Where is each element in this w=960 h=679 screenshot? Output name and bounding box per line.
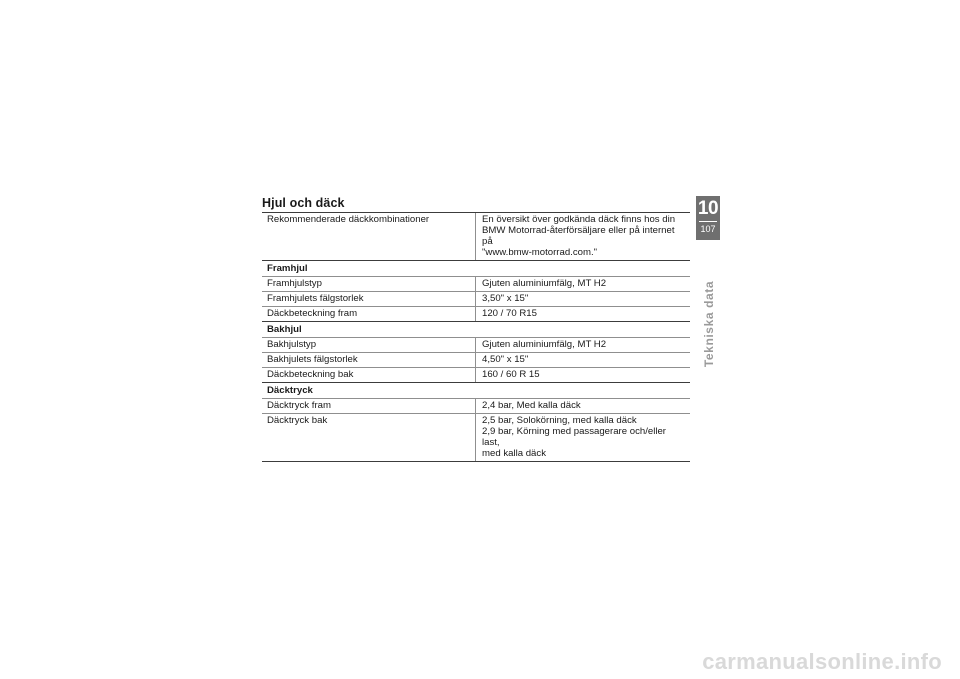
- row-value: 4,50" x 15": [482, 354, 529, 365]
- chapter-number: 10: [697, 198, 719, 219]
- spec-table: [262, 212, 690, 462]
- table-row: [262, 367, 690, 382]
- table-row: [262, 337, 690, 352]
- row-label: Däcktryck fram: [262, 399, 476, 413]
- row-value: [476, 414, 690, 461]
- row-label: Däckbeteckning bak: [262, 368, 476, 382]
- group-heading: Bakhjul: [267, 324, 302, 335]
- row-value: [476, 213, 690, 260]
- group-heading-tyre-pressure: [262, 382, 690, 398]
- value-line: 2,9 bar, Körning med passagerare och/eller last,: [482, 426, 666, 448]
- value-line: 2,5 bar, Solokörning, med kalla däck: [482, 415, 637, 426]
- group-heading: Framhjul: [267, 263, 308, 274]
- row-value: 120 / 70 R15: [482, 308, 537, 319]
- value-line: En översikt över godkända däck finns hos din: [482, 214, 676, 225]
- table-row: [262, 398, 690, 413]
- group-heading-rear-wheel: [262, 321, 690, 337]
- row-label: Bakhjulets fälgstorlek: [262, 353, 476, 367]
- table-row: [262, 413, 690, 461]
- row-value: Gjuten aluminiumfälg, MT H2: [482, 278, 607, 289]
- row-label: Däcktryck bak: [262, 414, 476, 461]
- table-row: [262, 291, 690, 306]
- row-label: Framhjulstyp: [262, 277, 476, 291]
- table-row-recommended-tyres: [262, 212, 690, 260]
- row-label: Bakhjulstyp: [262, 338, 476, 352]
- group-heading-front-wheel: [262, 260, 690, 276]
- value-line: med kalla däck: [482, 448, 546, 459]
- group-heading: Däcktryck: [267, 385, 313, 396]
- row-value: 2,4 bar, Med kalla däck: [482, 400, 581, 411]
- row-value: Gjuten aluminiumfälg, MT H2: [482, 339, 607, 350]
- table-row: [262, 306, 690, 321]
- section-title: Hjul och däck: [262, 196, 345, 210]
- chapter-name: Tekniska data: [702, 280, 716, 368]
- row-label: Rekommenderade däckkombinationer: [262, 213, 476, 260]
- row-label: Framhjulets fälgstorlek: [262, 292, 476, 306]
- row-value: 3,50" x 15": [482, 293, 529, 304]
- watermark: carmanualsonline.info: [702, 649, 942, 674]
- table-row: [262, 352, 690, 367]
- page-number: 107: [700, 224, 716, 234]
- table-row: [262, 276, 690, 291]
- row-value: 160 / 60 R 15: [482, 369, 540, 380]
- value-line: "www.bmw-motorrad.com.": [482, 247, 598, 258]
- value-line: BMW Motorrad-återförsäljare eller på internet på: [482, 225, 675, 247]
- chapter-tab: [696, 196, 720, 240]
- chapter-divider: [699, 221, 717, 222]
- table-bottom-rule: [262, 461, 690, 462]
- row-label: Däckbeteckning fram: [262, 307, 476, 321]
